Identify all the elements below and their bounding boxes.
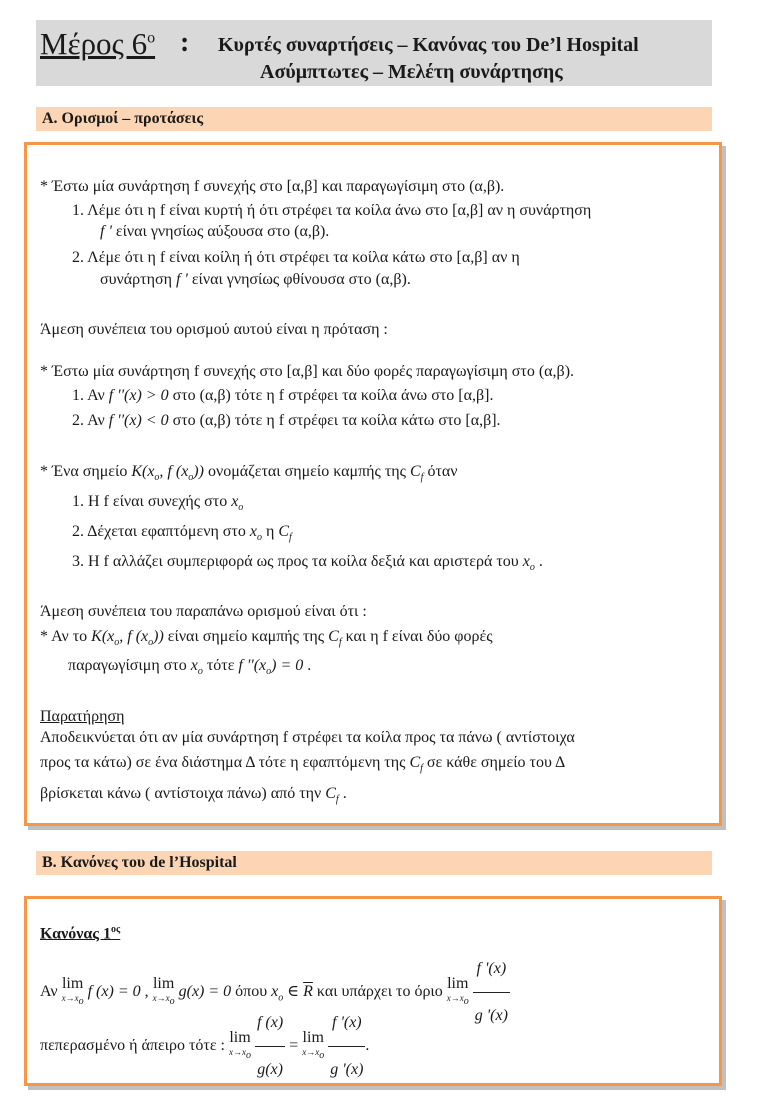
consequence-1: Άμεση συνέπεια του ορισμού αυτού είναι η πρόταση : [40,321,388,338]
fraction-derivatives-2: $\frac{f '(x)}{g '(x)}$ [328,1000,365,1093]
section-a-heading: Α. Ορισμοί – προτάσεις [36,107,712,131]
part-sup: ο [147,29,156,47]
limit-f: lim $x\to x_o$ [61,974,84,1007]
note-line-3: βρίσκεται κάνω ( αντίστοιχα πάνω) από την $C_f$ . [40,785,347,806]
rule-1-condition: Αν lim $x\to x_o$ f (x) = 0 , lim $x\to x_o$ g(x) = 0 όπου $x_o$ ∈ $\overline{R}$ και υπάρχει το όριο lim $x\to x_o$ $\frac{f '(x)}{g '(x)}$ [40,946,510,1039]
def1-item2-b: συνάρτηση f ' είναι γνησίως φθίνουσα στο (α,β). [100,271,411,288]
prop-intro: * Έστω μία συνάρτηση f συνεχής στο [α,β] και δύο φορές παραγωγίσιμη στο (α,β). [40,363,575,380]
def1-item2-a: 2. Λέμε ότι η f είναι κοίλη ή ότι στρέφει τα κοίλα κάτω στο [α,β] αν η [72,249,520,266]
inflection-item-3: 3. Η f αλλάζει συμπεριφορά ως προς τα κοίλα δεξιά και αριστερά του $x_o$ . [72,553,543,574]
inflection-item-1: 1. Η f είναι συνεχής στο $x_o$ [72,493,244,514]
prop-item-1: 1. Αν f ''(x) > 0 στο (α,β) τότε η f στρέφει τα κοίλα άνω στο [α,β]. [72,387,494,404]
fraction-derivatives: $\frac{f '(x)}{g '(x)}$ [473,946,510,1039]
limit-ratio-derivatives-2: lim $x\to x_o$ [302,1028,325,1061]
inflection-def: * Ένα σημείο $K(x_o$, f $(x_o)$) ονομάζεται σημείο καμπής της $C_f$ όταν [40,463,458,484]
fraction-functions: $\frac{f (x)}{g(x)}$ [255,1000,285,1093]
consequence-2: Άμεση συνέπεια του παραπάνω ορισμού είναι ότι : [40,603,367,620]
part-label: Μέρος $6^o$ [40,26,156,61]
inflection-item-2: 2. Δέχεται εφαπτόμενη στο $x_o$ η $C_f$ [72,523,292,544]
def1-item1-b: f ' είναι γνησίως αύξουσα στο (α,β). [100,223,330,240]
consequence-2-statement: * Αν το $K(x_o$, f $(x_o)$) είναι σημείο καμπής της $C_f$ και η f είναι δύο φορές [40,628,493,649]
prop-item-2: 2. Αν f ''(x) < 0 στο (α,β) τότε η f στρέφει τα κοίλα κάτω στο [α,β]. [72,412,501,429]
note-line-2: προς τα κάτω) σε ένα διάστημα Δ τότε η εφαπτόμενη της $C_f$ σε κάθε σημείο του Δ [40,754,566,775]
consequence-2-line-2: παραγωγίσιμη στο $x_o$ τότε f ''$(x_o) = 0$ . [68,657,312,678]
limit-g: lim $x\to x_o$ [152,974,175,1007]
limit-ratio: lim $x\to x_o$ [228,1028,251,1061]
note-line-1: Αποδεικνύεται ότι αν μία συνάρτηση f στρέφει τα κοίλα προς τα πάνω ( αντίστοιχα [40,729,575,746]
title-colon: : [180,27,190,58]
title-line-1: Κυρτές συναρτήσεις – Κανόνας του De’l Hospital [218,34,639,56]
note-title: Παρατήρηση [40,708,125,725]
def1-intro: * Έστω μία συνάρτηση f συνεχής στο [α,β] και παραγωγίσιμη στο (α,β). [40,178,505,195]
limit-ratio-derivatives: lim $x\to x_o$ [446,974,469,1007]
rule-1-title: Κανόνας $1^{o\varsigma}$ [40,924,121,943]
def1-item1-a: 1. Λέμε ότι η f είναι κυρτή ή ότι στρέφει τα κοίλα άνω στο [α,β] αν η συνάρτηση [72,202,592,219]
section-b-heading: Β. Κανόνες του de l’Hospital [36,851,712,875]
rule-1-conclusion: πεπερασμένο ή άπειρο τότε : lim $x\to x_o$ $\frac{f (x)}{g(x)}$ = lim $x\to x_o$ $\frac{f '(x)}{g '(x)}$ . [40,1000,369,1093]
title-line-2: Ασύμπτωτες – Μελέτη συνάρτησης [260,61,563,83]
